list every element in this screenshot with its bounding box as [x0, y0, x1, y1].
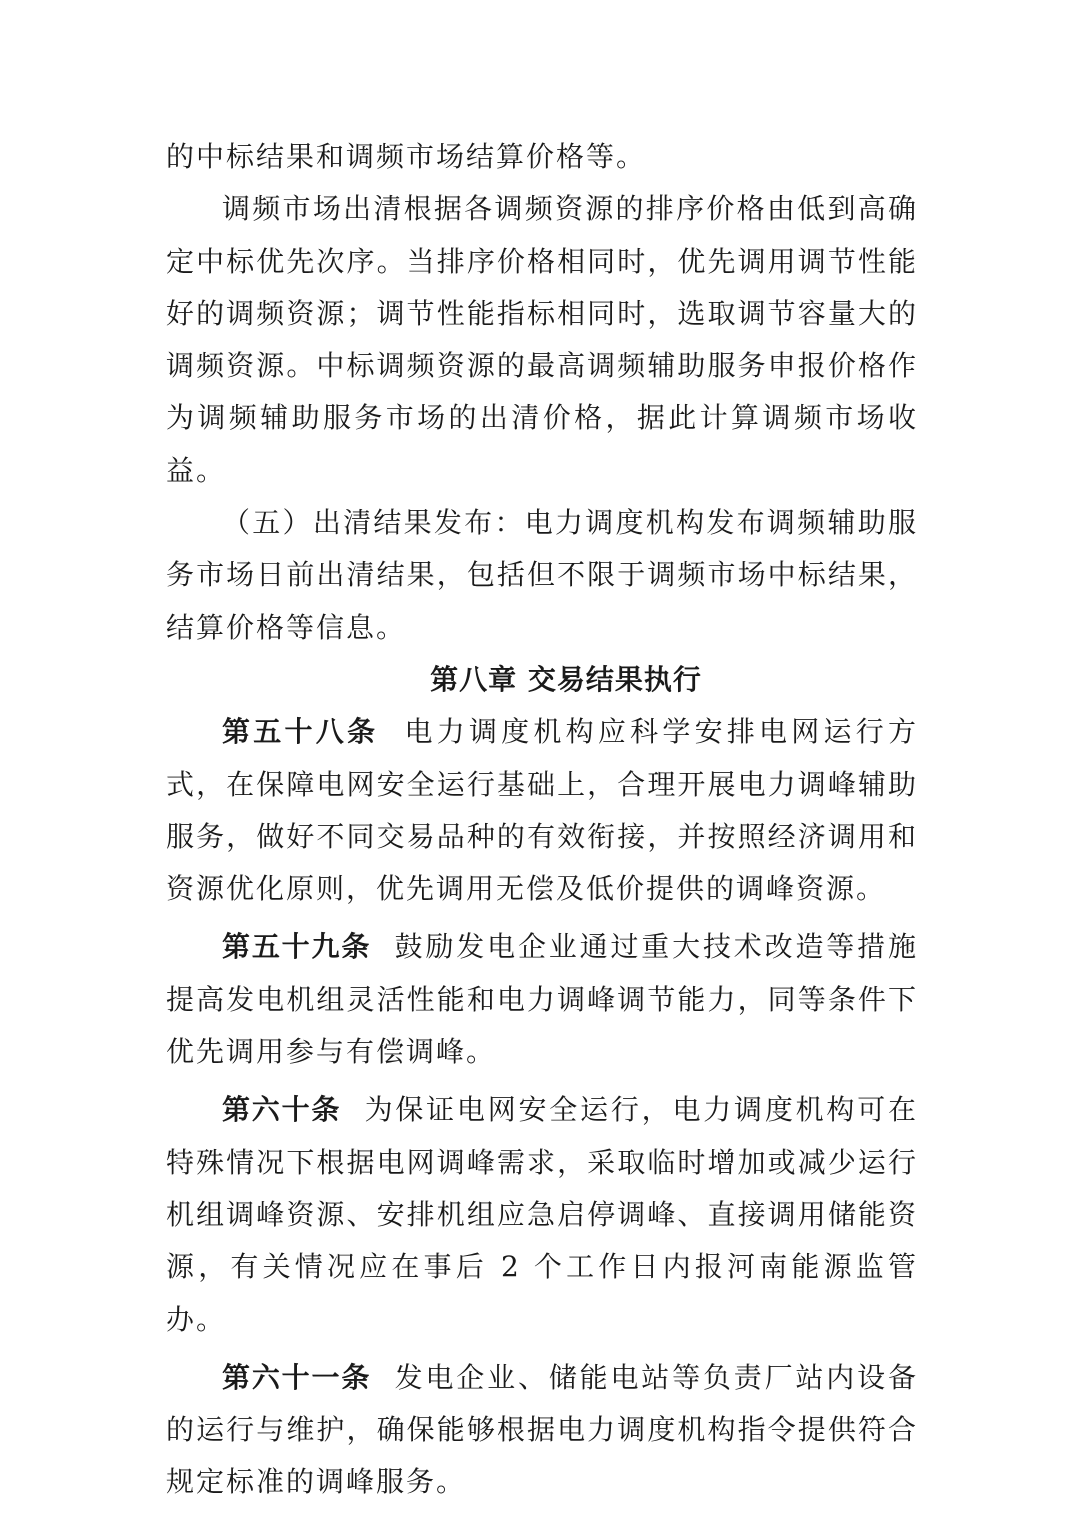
article-text: 发电企业、储能电站等负责厂站内设备的运行与维护，确保能够根据电力调度机构指令提供符合规定标准的调峰服务。 — [166, 1360, 918, 1499]
article-60 — [166, 1084, 918, 1345]
article-label: 第五十九条 — [222, 930, 372, 964]
document-page — [166, 131, 918, 1509]
paragraph-clearing-result-release: （五）出清结果发布：电力调度机构发布调频辅助服务市场日前出清结果，包括但不限于调频市场中标结果，结算价格等信息。 — [166, 506, 918, 644]
chapter-title: 第八章 交易结果执行 — [430, 662, 702, 696]
article-label: 第五十八条 — [222, 715, 379, 749]
paragraph-clearing-order: 调频市场出清根据各调频资源的排序价格由低到高确定中标优先次序。当排序价格相同时，优先调用调节性能好的调频资源；调节性能指标相同时，选取调节容量大的调频资源。中标调频资源的最高调频辅助服务申报价格作为调频辅助服务市场的出清价格，据此计算调频市场收益。 — [166, 192, 918, 487]
article-text: 电力调度机构应科学安排电网运行方式，在保障电网安全运行基础上，合理开展电力调峰辅助服务，做好不同交易品种的有效衔接，并按照经济调用和资源优化原则，优先调用无偿及低价提供的调峰资源。 — [166, 715, 918, 906]
article-61 — [166, 1352, 918, 1509]
article-text: 鼓励发电企业通过重大技术改造等措施提高发电机组灵活性能和电力调峰调节能力，同等条件下优先调用参与有偿调峰。 — [166, 930, 918, 1069]
paragraph-continuation: 的中标结果和调频市场结算价格等。 — [166, 140, 647, 173]
article-59 — [166, 921, 918, 1078]
article-58 — [166, 706, 918, 915]
article-label: 第六十条 — [222, 1093, 342, 1127]
article-label: 第六十一条 — [222, 1360, 372, 1394]
article-text: 为保证电网安全运行，电力调度机构可在特殊情况下根据电网调峰需求，采取临时增加或减少运行机组调峰资源、安排机组应急启停调峰、直接调用储能资源，有关情况应在事后 2 个工作日内报河南能源监管办。 — [166, 1093, 918, 1336]
